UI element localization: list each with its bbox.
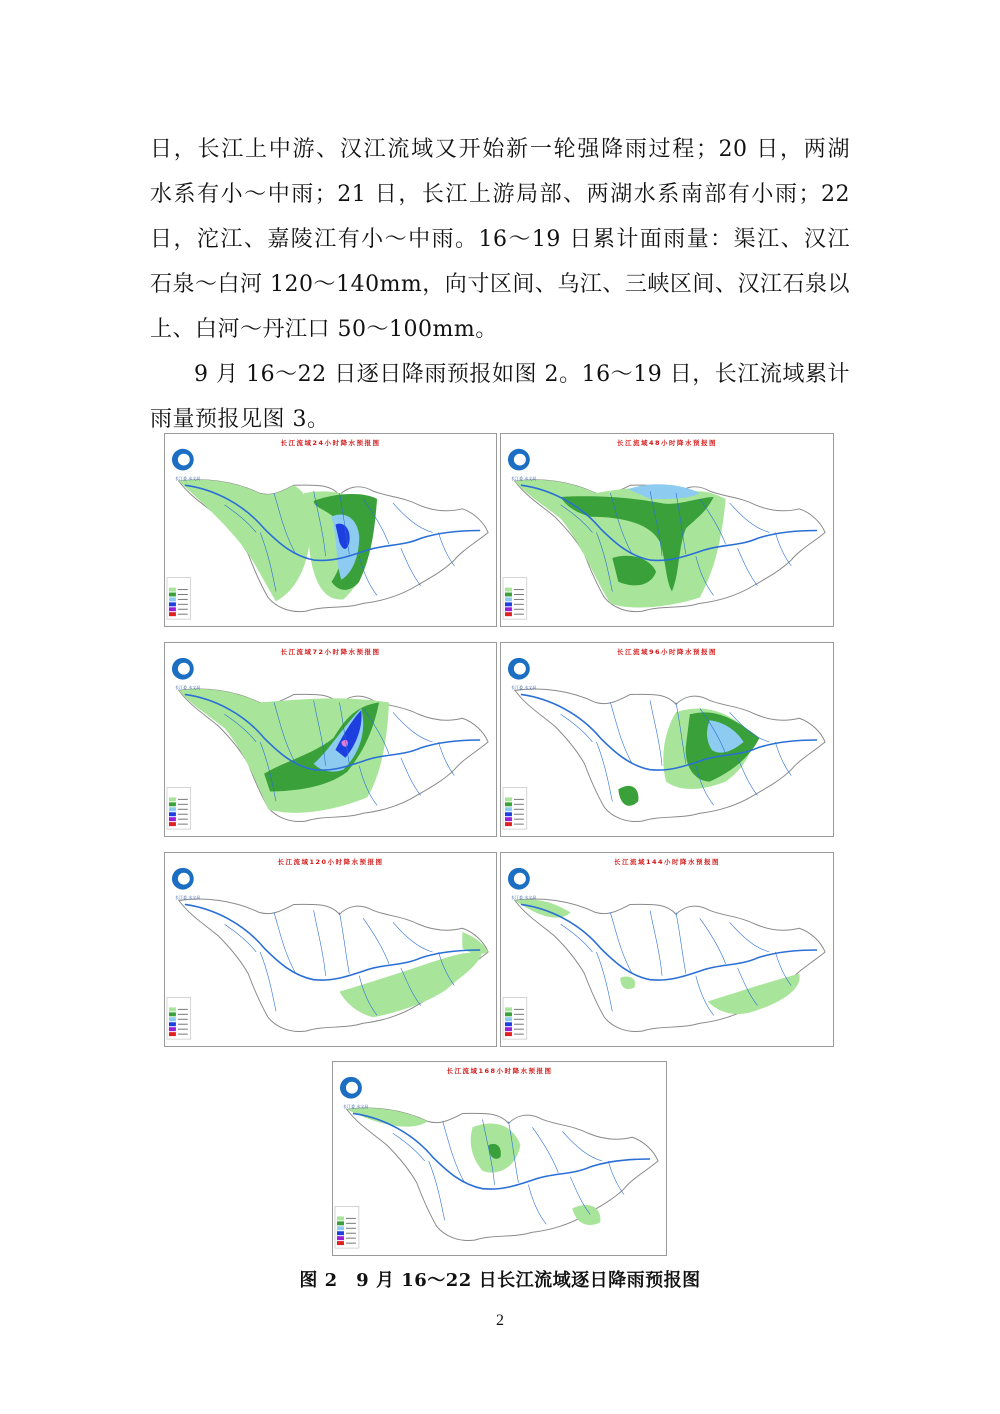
legend-swatch <box>169 1022 176 1026</box>
legend-label-mark <box>178 609 188 610</box>
legend-label-mark <box>178 594 188 595</box>
legend-label-mark <box>346 1243 356 1244</box>
legend-label-mark <box>178 1009 188 1010</box>
legend-swatch <box>505 1032 512 1036</box>
agency-logo-inner <box>178 873 190 885</box>
agency-name: 长江委 水文局 <box>343 1104 369 1109</box>
agency-logo-inner <box>514 663 526 675</box>
agency-logo-inner <box>514 454 526 466</box>
text-line: 石泉～白河 120～140mm，向寸区间、乌江、三峡区间、汉江石泉以 <box>150 272 850 297</box>
legend-swatch <box>505 597 512 601</box>
legend-swatch <box>169 802 176 806</box>
legend-label-mark <box>514 804 524 805</box>
legend-label-mark <box>514 604 524 605</box>
legend-swatch <box>169 822 176 826</box>
agency-name: 长江委 水文局 <box>175 895 201 900</box>
legend-swatch <box>505 612 512 616</box>
agency-logo-inner <box>178 663 190 675</box>
legend-label-mark <box>514 594 524 595</box>
legend-label-mark <box>178 804 188 805</box>
paragraph-figure-reference <box>150 352 850 442</box>
legend-swatch <box>169 1017 176 1021</box>
agency-name: 长江委 水文局 <box>175 685 201 690</box>
basin-outline <box>515 899 825 1032</box>
legend-swatch <box>169 797 176 801</box>
map-title: 长江流域144小时降水预报图 <box>613 858 721 866</box>
agency-logo-inner <box>514 873 526 885</box>
legend-swatch <box>505 1022 512 1026</box>
text-line: 9 月 16～22 日逐日降雨预报如图 2。16～19 日，长江流域累计 <box>194 362 850 387</box>
legend-swatch <box>337 1236 344 1240</box>
legend-label-mark <box>346 1233 356 1234</box>
map-canvas <box>165 643 496 836</box>
legend-label-mark <box>178 604 188 605</box>
legend-swatch <box>169 593 176 597</box>
legend-label-mark <box>346 1238 356 1239</box>
legend-label-mark <box>346 1228 356 1229</box>
forecast-map-96h <box>500 642 834 837</box>
legend-swatch <box>505 1017 512 1021</box>
legend-swatch <box>169 607 176 611</box>
legend-label-mark <box>514 589 524 590</box>
map-title: 长江流域96小时降水预报图 <box>616 648 718 656</box>
legend-label-mark <box>178 1034 188 1035</box>
legend-label-mark <box>514 599 524 600</box>
legend-label-mark <box>178 824 188 825</box>
legend-label-mark <box>514 824 524 825</box>
map-canvas <box>333 1062 666 1255</box>
agency-name: 长江委 水文局 <box>511 685 537 690</box>
agency-name: 长江委 水文局 <box>511 476 537 481</box>
text-line: 上、白河～丹江口 50～100mm。 <box>150 317 498 342</box>
rainfall-area <box>179 480 311 602</box>
legend-swatch <box>337 1221 344 1225</box>
forecast-map-144h <box>500 852 834 1047</box>
text-line: 日，长江上中游、汉江流域又开始新一轮强降雨过程；20 日，两湖 <box>150 137 850 162</box>
legend-swatch <box>169 1027 176 1031</box>
legend-label-mark <box>346 1223 356 1224</box>
legend-swatch <box>505 817 512 821</box>
legend-label-mark <box>514 809 524 810</box>
map-title: 长江流域72小时降水预报图 <box>280 648 381 656</box>
forecast-map-72h <box>164 642 497 837</box>
legend-label-mark <box>514 799 524 800</box>
legend-label-mark <box>178 809 188 810</box>
legend-swatch <box>337 1241 344 1245</box>
legend-swatch <box>169 602 176 606</box>
legend-swatch <box>505 607 512 611</box>
legend-swatch <box>337 1226 344 1230</box>
legend-swatch <box>169 1007 176 1011</box>
legend-label-mark <box>178 1014 188 1015</box>
legend-swatch <box>505 802 512 806</box>
legend-swatch <box>169 588 176 592</box>
text-line: 日，沱江、嘉陵江有小～中雨。16～19 日累计面雨量：渠江、汉江 <box>150 227 850 252</box>
agency-logo-inner <box>346 1082 358 1094</box>
legend-label-mark <box>178 589 188 590</box>
legend-swatch <box>505 807 512 811</box>
forecast-map-168h <box>332 1061 667 1256</box>
legend-label-mark <box>514 1034 524 1035</box>
map-canvas <box>165 434 496 626</box>
legend-label-mark <box>514 1029 524 1030</box>
map-canvas <box>165 853 496 1046</box>
forecast-map-120h <box>164 852 497 1047</box>
legend-swatch <box>505 588 512 592</box>
map-title: 长江流域168小时降水预报图 <box>446 1067 553 1075</box>
legend-label-mark <box>178 1019 188 1020</box>
page-number: 2 <box>496 1312 504 1329</box>
legend-swatch <box>169 1032 176 1036</box>
map-canvas <box>501 853 833 1046</box>
legend-swatch <box>505 822 512 826</box>
legend-swatch <box>337 1231 344 1235</box>
legend-label-mark <box>514 1024 524 1025</box>
legend-label-mark <box>514 614 524 615</box>
legend-swatch <box>169 807 176 811</box>
text-line: 雨量预报见图 3。 <box>150 407 330 432</box>
map-title: 长江流域48小时降水预报图 <box>616 439 718 447</box>
text-line: 水系有小～中雨；21 日，长江上游局部、两湖水系南部有小雨；22 <box>150 182 850 207</box>
legend-swatch <box>169 597 176 601</box>
map-canvas <box>501 434 833 626</box>
legend-swatch <box>505 602 512 606</box>
legend-label-mark <box>514 1009 524 1010</box>
legend-swatch <box>505 812 512 816</box>
legend-label-mark <box>514 819 524 820</box>
legend-label-mark <box>514 1019 524 1020</box>
legend-swatch <box>337 1216 344 1220</box>
forecast-map-48h <box>500 433 834 627</box>
legend-swatch <box>169 1012 176 1016</box>
legend-label-mark <box>178 814 188 815</box>
legend-label-mark <box>178 1024 188 1025</box>
map-canvas <box>501 643 833 836</box>
legend-label-mark <box>178 819 188 820</box>
agency-logo-inner <box>178 454 190 466</box>
legend-label-mark <box>514 814 524 815</box>
legend-swatch <box>169 817 176 821</box>
agency-name: 长江委 水文局 <box>511 895 537 900</box>
map-title: 长江流域24小时降水预报图 <box>280 439 381 447</box>
legend-label-mark <box>178 614 188 615</box>
legend-swatch <box>169 812 176 816</box>
legend-swatch <box>505 1007 512 1011</box>
legend-label-mark <box>514 1014 524 1015</box>
legend-swatch <box>505 1027 512 1031</box>
legend-swatch <box>505 797 512 801</box>
legend-label-mark <box>178 599 188 600</box>
paragraph-continuation <box>150 127 850 352</box>
figure-caption: 图 2 9 月 16～22 日长江流域逐日降雨预报图 <box>299 1270 701 1291</box>
legend-swatch <box>169 612 176 616</box>
legend-label-mark <box>178 799 188 800</box>
forecast-map-24h <box>164 433 497 627</box>
legend-label-mark <box>346 1218 356 1219</box>
legend-label-mark <box>178 1029 188 1030</box>
agency-name: 长江委 水文局 <box>175 476 201 481</box>
map-title: 长江流域120小时降水预报图 <box>277 858 384 866</box>
legend-swatch <box>505 1012 512 1016</box>
legend-label-mark <box>514 609 524 610</box>
legend-swatch <box>505 593 512 597</box>
